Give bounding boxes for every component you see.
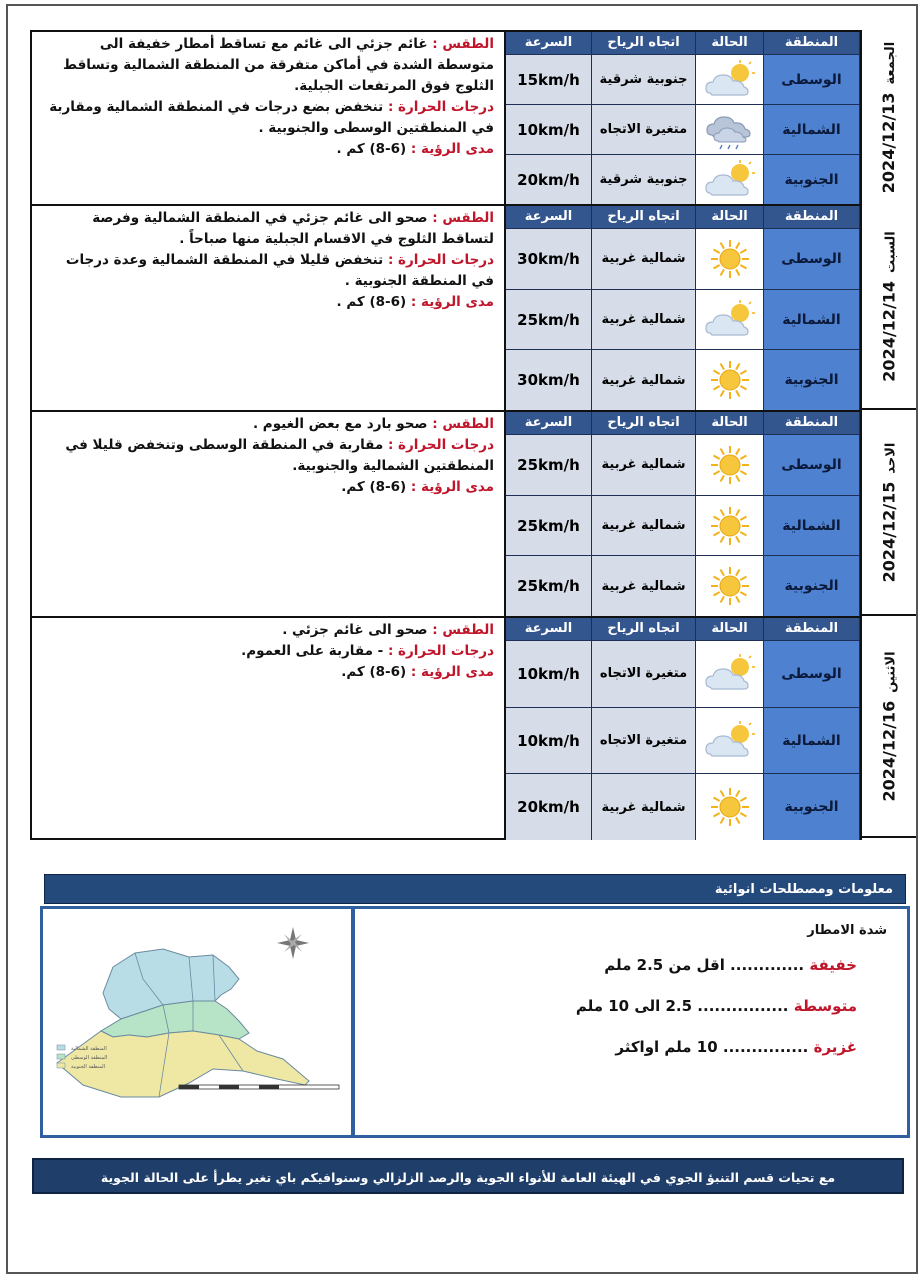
wind-speed: 30km/h (506, 229, 592, 289)
region-name: الجنوبية (764, 774, 860, 840)
region-row (506, 640, 860, 707)
temperature-line: درجات الحرارة : تنخفض قليلا في المنطقة الشمالية وعدة درجات في المنطقة الجنوبية . (65, 252, 494, 289)
region-row (506, 773, 860, 840)
date-column (862, 410, 916, 616)
region-row (506, 555, 860, 616)
weather-line: الطقس : صحو الى غائم جزئي في المنطقة الشمالية وفرصة لتساقط الثلوج في الاقسام الجبلية منها صباحاً . (92, 210, 494, 247)
region-row (506, 495, 860, 556)
region-name: الجنوبية (764, 155, 860, 204)
wind-direction: متغيرة الاتجاه (592, 105, 696, 154)
wind-direction: شمالية غربية (592, 290, 696, 350)
wind-speed: 25km/h (506, 556, 592, 616)
day-name: الاثنين (883, 650, 899, 693)
temperature-line: درجات الحرارة : - مقاربة على العموم. (241, 643, 494, 659)
map-legend-north: المنطقة الشمالية (71, 1046, 107, 1052)
weather-line: الطقس : غائم جزئي الى غائم مع تساقط أمطار خفيفة الى متوسطة الشدة في أماكن متفرقة من المنطقة الشمالية وتساقط الثلوج فوق المرتفعات الجبلية. (62, 36, 494, 94)
sun-icon (696, 496, 764, 556)
region-row (506, 104, 860, 154)
iraq-map-icon (43, 909, 351, 1135)
region-map (43, 909, 355, 1135)
sun-icon (696, 774, 764, 840)
day-name: السبت (883, 230, 899, 273)
header-region: المنطقة (764, 412, 860, 434)
region-name: الوسطى (764, 55, 860, 104)
region-row (506, 349, 860, 410)
wind-speed: 10km/h (506, 105, 592, 154)
grid-header (506, 206, 860, 228)
day-name: الجمعة (883, 41, 899, 84)
header-speed: السرعة (506, 618, 592, 640)
rain-cloud-icon (696, 105, 764, 154)
header-speed: السرعة (506, 32, 592, 54)
region-row (506, 228, 860, 289)
wind-direction: جنوبية شرقية (592, 55, 696, 104)
day-block (32, 618, 860, 840)
region-name: الشمالية (764, 290, 860, 350)
header-wind-direction: اتجاه الرياح (592, 412, 696, 434)
date-column (862, 204, 916, 410)
info-section (40, 906, 910, 1138)
header-condition: الحالة (696, 206, 764, 228)
region-grid (506, 206, 860, 410)
wind-speed: 20km/h (506, 155, 592, 204)
rain-title: شدة الامطار (807, 923, 887, 938)
grid-header (506, 618, 860, 640)
date-column (862, 616, 916, 838)
header-region: المنطقة (764, 618, 860, 640)
wind-direction: شمالية غربية (592, 496, 696, 556)
date-column (862, 30, 916, 206)
partly-cloudy-icon (696, 55, 764, 104)
region-name: الشمالية (764, 708, 860, 774)
wind-speed: 10km/h (506, 641, 592, 707)
day-notes (32, 412, 506, 616)
info-section-title: معلومات ومصطلحات انوائية (44, 874, 906, 904)
wind-direction: شمالية غربية (592, 229, 696, 289)
header-wind-direction: اتجاه الرياح (592, 206, 696, 228)
region-name: الشمالية (764, 496, 860, 556)
rain-level-heavy: غزيرة ............... 10 ملم اواكثر (615, 1038, 857, 1056)
grid-header (506, 32, 860, 54)
wind-speed: 25km/h (506, 496, 592, 556)
day-notes (32, 206, 506, 410)
wind-speed: 25km/h (506, 435, 592, 495)
region-name: الجنوبية (764, 556, 860, 616)
map-legend-central: المنطقة الوسطى (71, 1055, 108, 1061)
wind-direction: متغيرة الاتجاه (592, 708, 696, 774)
visibility-line: مدى الرؤية : (6-8) كم . (336, 294, 494, 310)
visibility-line: مدى الرؤية : (6-8) كم . (336, 141, 494, 157)
region-row (506, 154, 860, 204)
day-block (32, 32, 860, 206)
sun-icon (696, 229, 764, 289)
temperature-line: درجات الحرارة : تنخفض بضع درجات في المنطقة الشمالية ومقاربة في المنطقتين الوسطى والجنوبية . (49, 99, 494, 136)
day-block (32, 412, 860, 618)
region-name: الوسطى (764, 229, 860, 289)
region-name: الشمالية (764, 105, 860, 154)
region-grid (506, 618, 860, 840)
wind-direction: شمالية غربية (592, 435, 696, 495)
region-grid (506, 32, 860, 204)
day-date: 2024/12/13 (879, 91, 899, 193)
wind-direction: شمالية غربية (592, 556, 696, 616)
region-name: الجنوبية (764, 350, 860, 410)
grid-header (506, 412, 860, 434)
day-block (32, 206, 860, 412)
partly-cloudy-icon (696, 708, 764, 774)
forecast-table (30, 30, 862, 840)
header-wind-direction: اتجاه الرياح (592, 32, 696, 54)
rain-level-moderate: متوسطة ................ 2.5 الى 10 ملم (575, 997, 857, 1015)
wind-direction: شمالية غربية (592, 350, 696, 410)
weather-line: الطقس : صحو بارد مع بعض الغيوم . (252, 416, 494, 432)
day-notes (32, 32, 506, 204)
day-notes (32, 618, 506, 840)
visibility-line: مدى الرؤية : (6-8) كم. (341, 664, 494, 680)
footer-banner: مع تحيات قسم التنبؤ الجوي في الهيئة العامة للأنواء الجوية والرصد الزلزالي وسنوافيكم باي تغير يطرأ على الحالة الجوية (32, 1158, 904, 1194)
header-condition: الحالة (696, 32, 764, 54)
wind-speed: 15km/h (506, 55, 592, 104)
wind-direction: شمالية غربية (592, 774, 696, 840)
sun-icon (696, 435, 764, 495)
rain-level-light: خفيفة ............. اقل من 2.5 ملم (604, 956, 857, 974)
wind-speed: 30km/h (506, 350, 592, 410)
header-speed: السرعة (506, 206, 592, 228)
region-name: الوسطى (764, 435, 860, 495)
day-date: 2024/12/16 (879, 700, 899, 802)
region-row (506, 707, 860, 774)
temperature-line: درجات الحرارة : مقاربة في المنطقة الوسطى وتنخفض قليلا في المنطقتين الشمالية والجنوبية. (65, 437, 494, 474)
header-condition: الحالة (696, 412, 764, 434)
partly-cloudy-icon (696, 641, 764, 707)
region-row (506, 434, 860, 495)
region-row (506, 54, 860, 104)
header-region: المنطقة (764, 206, 860, 228)
region-row (506, 289, 860, 350)
wind-direction: متغيرة الاتجاه (592, 641, 696, 707)
wind-speed: 25km/h (506, 290, 592, 350)
map-legend-south: المنطقة الجنوبية (71, 1064, 106, 1070)
header-region: المنطقة (764, 32, 860, 54)
region-name: الوسطى (764, 641, 860, 707)
sun-icon (696, 350, 764, 410)
region-grid (506, 412, 860, 616)
wind-direction: جنوبية شرقية (592, 155, 696, 204)
partly-cloudy-icon (696, 290, 764, 350)
wind-speed: 20km/h (506, 774, 592, 840)
weather-line: الطقس : صحو الى غائم جزئي . (282, 622, 494, 638)
sun-icon (696, 556, 764, 616)
header-speed: السرعة (506, 412, 592, 434)
rain-intensity-legend (355, 909, 907, 1135)
wind-speed: 10km/h (506, 708, 592, 774)
partly-cloudy-icon (696, 155, 764, 204)
visibility-line: مدى الرؤية : (6-8) كم. (341, 479, 494, 495)
header-condition: الحالة (696, 618, 764, 640)
day-name: الاحد (883, 442, 899, 474)
header-wind-direction: اتجاه الرياح (592, 618, 696, 640)
day-date: 2024/12/14 (879, 280, 899, 382)
day-date: 2024/12/15 (879, 481, 899, 582)
